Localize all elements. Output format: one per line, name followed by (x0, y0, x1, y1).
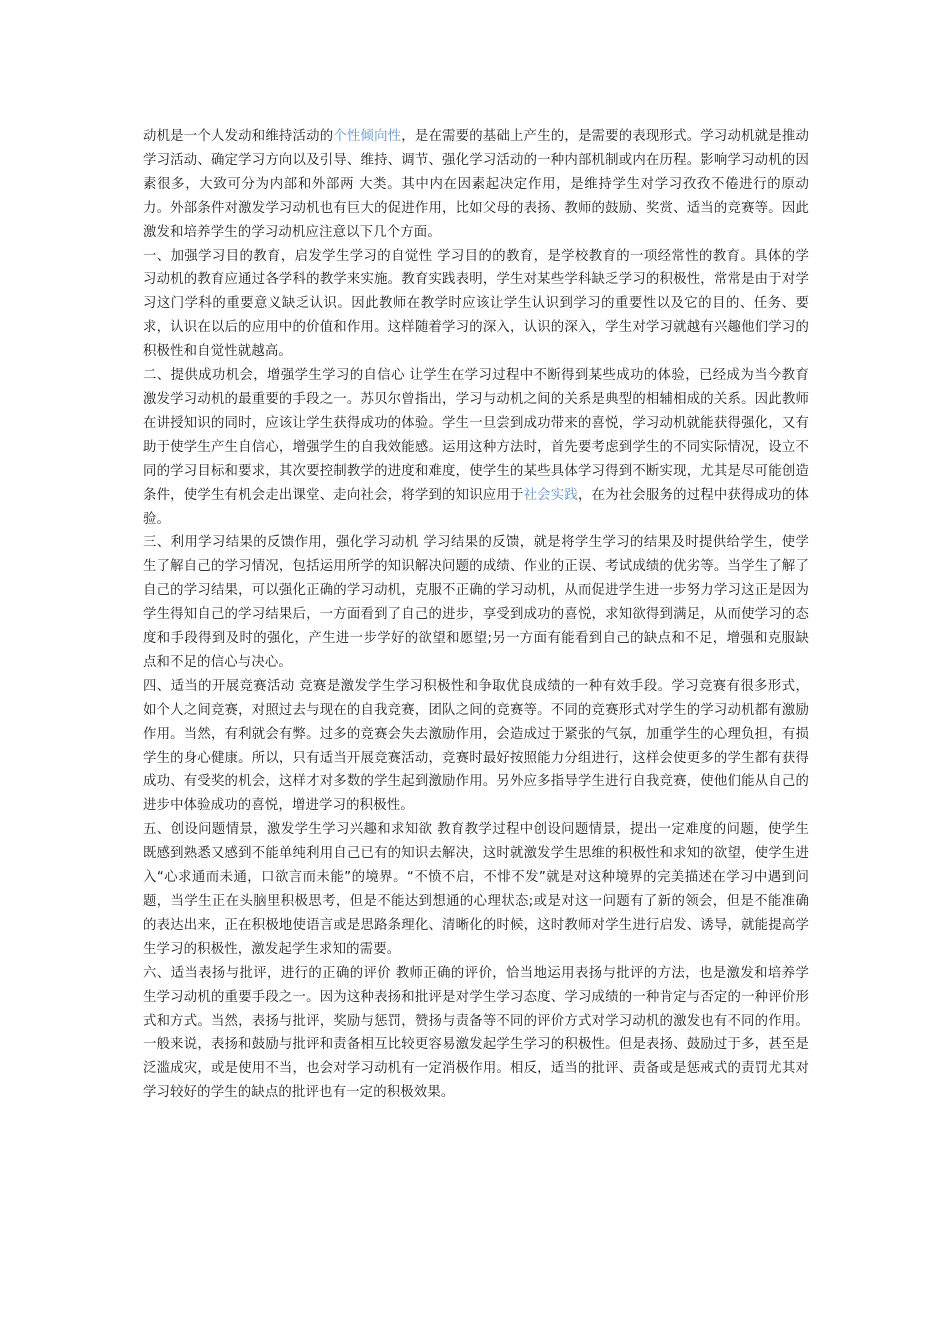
section-2-paragraph (143, 364, 809, 531)
section-1-paragraph: 一、加强学习目的教育，启发学生学习的自觉性 学习目的的教育，是学校教育的一项经常性的教育。具体的学习动机的教育应通过各学科的教学来实施。教育实践表明，学生对某些学科缺乏学习的积极性，常常是由于对学习这门学科的重要意义缺乏认识。因此教师在教学时应该让学生认识到学习的重要性以及它的目的、任务、要求，认识在以后的应用中的价值和作用。这样随着学习的深入，认识的深入，学生对学习就越有兴趣他们学习的积极性和自觉性就越高。 (143, 248, 809, 360)
intro-text-after: ，是在需要的基础上产生的，是需要的表现形式。学习动机就是推动学习活动、确定学习方向以及引导、维持、调节、强化学习活动的一种内部机制或内在历程。影响学习动机的因素很多，大致可分为内部和外部两 大类。其中内在因素起决定作用，是维持学生对学习孜孜不倦进行的原动力。外部条件对激发学习动机也有巨大的促进作用，比如父母的表扬、教师的鼓励、奖赏、适当的竞赛等。因此激发和培养学生的学习动机应注意以下几个方面。 (143, 129, 809, 240)
section-6-paragraph: 六、适当表扬与批评，进行的正确的评价 教师正确的评价，恰当地运用表扬与批评的方法，也是激发和培养学生学习动机的重要手段之一。因为这种表扬和批评是对学生学习态度、学习成绩的一种肯定与否定的一种评价形式和方式。当然，表扬与批评，奖励与惩罚，赞扬与责备等不同的评价方式对学习动机的激发也有不同的作用。一般来说，表扬和鼓励与批评和责备相互比较更容易激发起学生学习的积极性。但是表扬、鼓励过于多，甚至是泛滥成灾，或是使用不当，也会对学习动机有一定消极作用。相反，适当的批评、责备或是惩戒式的责罚尤其对学习较好的学生的缺点的批评也有一定的积极效果。 (143, 965, 809, 1101)
document-body (143, 125, 809, 1105)
section-4-paragraph: 四、适当的开展竞赛活动 竞赛是激发学生学习积极性和争取优良成绩的一种有效手段。学习竞赛有很多形式，如个人之间竞赛，对照过去与现在的自我竞赛，团队之间的竞赛等。不同的竞赛形式对学生的学习动机都有激励作用。当然，有利就会有弊。过多的竞赛会失去激励作用，会造成过于紧张的气氛，加重学生的心理负担，有损学生的身心健康。所以，只有适当开展竞赛活动，竞赛时最好按照能力分组进行，这样会使更多的学生都有获得成功、有受奖的机会，这样才对多数的学生起到激励作用。另外应多指导学生进行自我竞赛，使他们能从自己的进步中体验成功的喜悦，增进学习的积极性。 (143, 678, 809, 814)
section-2-text-before: 二、提供成功机会，增强学生学习的自信心 让学生在学习过程中不断得到某些成功的体验，已经成为当今教育激发学习动机的最重要的手段之一。苏贝尔曾指出，学习与动机之间的关系是典型的相辅相成的关系。因此教师在讲授知识的同时，应该让学生获得成功的体验。学生一旦尝到成功带来的喜悦，学习动机就能获得强化，又有助于使学生产生自信心，增强学生的自我效能感。运用这种方法时，首先要考虑到学生的不同实际情况，设立不同的学习目标和要求，其次要控制教学的进度和难度，使学生的某些具体学习得到不断实现，尤其是尽可能创造条件，使学生有机会走出课堂、走向社会，将学到的知识应用于 (143, 368, 809, 503)
section-5-paragraph: 五、创设问题情景，激发学生学习兴趣和求知欲 教育教学过程中创设问题情景，提出一定难度的问题，使学生既感到熟悉又感到不能单纯利用自己已有的知识去解决，这时就激发学生思维的积极性和求知的欲望，使学生进入“心求通而未通，口欲言而未能”的境界。“不愤不启，不悱不发”就是对这种境界的完美描述在学习中遇到问题，当学生正在头脑里积极思考，但是不能达到想通的心理状态;或是对这一问题有了新的领会，但是不能准确的表达出来，正在积极地使语言或是思路条理化、清晰化的时候，这时教师对学生进行启发、诱导，就能提高学生学习的积极性，激发起学生求知的需要。 (143, 822, 809, 957)
section-3-paragraph: 三、利用学习结果的反馈作用，强化学习动机 学习结果的反馈，就是将学生学习的结果及时提供给学生，使学生了解自己的学习情况，包括运用所学的知识解决问题的成绩、作业的正误、考试成绩的优劣等。当学生了解了自己的学习结果，可以强化正确的学习动机，克服不正确的学习动机，从而促进学生进一步努力学习这正是因为学生得知自己的学习结果后，一方面看到了自己的进步，享受到成功的喜悦，求知欲得到满足，从而使学习的态度和手段得到及时的强化，产生进一步学好的欲望和愿望;另一方面有能看到自己的缺点和不足，增强和克服缺点和不足的信心与决心。 (143, 535, 809, 670)
intro-paragraph (143, 125, 809, 245)
link-social-practice[interactable]: 社会实践 (523, 487, 578, 503)
intro-text-before: 动机是一个人发动和维持活动的 (143, 129, 334, 144)
section-2-text-after: ，在为社会服务的过程中获得成功的体验。 (143, 487, 809, 527)
link-personality-tendency[interactable]: 个性倾向性 (333, 129, 402, 144)
